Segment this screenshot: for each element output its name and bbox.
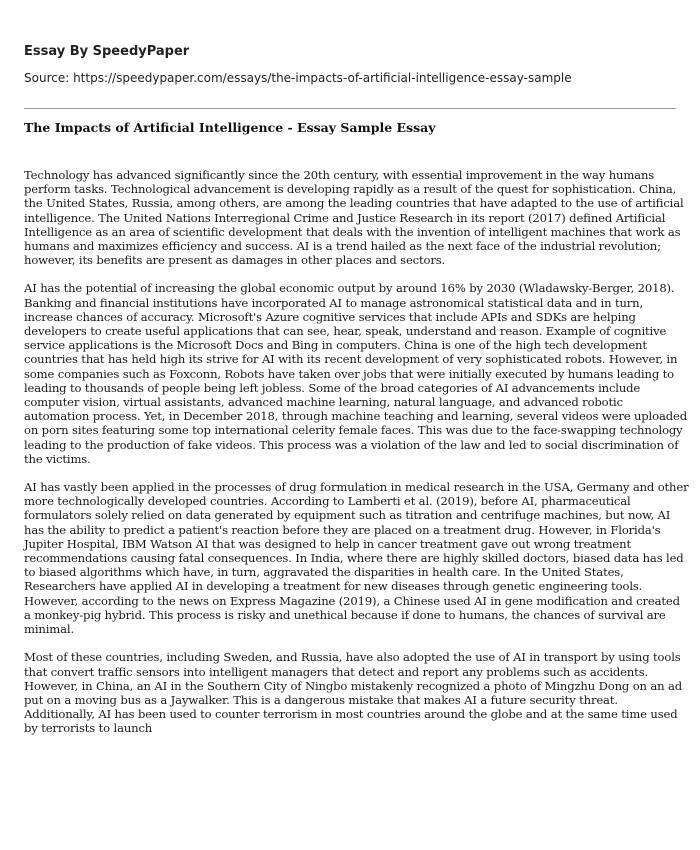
document-header-title: Essay By SpeedyPaper — [24, 44, 190, 59]
header-divider — [24, 108, 676, 109]
paragraph: Technology has advanced significantly since the 20th century, with essential improvement in the way humans perform tasks. Technological advancement is developing rapidly as a result of the quest for sophistication. China, the United States, Russia, among others, are among the leading countries that have adapted to the use of artificial intelligence. The United Nations Interregional Crime and Justice Research in its report (2017) defined Artificial Intelligence as an area of scientific development that deals with the invention of intelligent machines that work as humans and maximizes efficiency and success. AI is a trend hailed as the next face of the industrial revolution; however, its benefits are present as damages in other places and sectors. — [24, 168, 684, 268]
source-line: Source: https://speedypaper.com/essays/the-impacts-of-artificial-intelligence-essay-sample — [24, 71, 572, 85]
paragraph: AI has the potential of increasing the global economic output by around 16% by 2030 (Wladawsky-Berger, 2018). Banking and financial institutions have incorporated AI to manage astronomical statistical data and in turn, increase chances of accuracy. Microsoft's Azure cognitive services that include APIs and SDKs are helping developers to create useful applications that can see, hear, speak, understand and reason. Example of cognitive service applications is the Microsoft Docs and Bing in computers. China is one of the high tech development countries that has held high its strive for AI with its recent development of very sophisticated robots. However, in some companies such as Foxconn, Robots have taken over jobs that were initially executed by humans leading to leading to thousands of people being left jobless. Some of the broad categories of AI advancements include computer vision, virtual assistants, advanced machine learning, natural language, and advanced robotic automation process. Yet, in December 2018, through machine teaching and learning, several videos were uploaded on porn sites featuring some top international celerity female faces. This was due to the face-swapping technology leading to the production of fake videos. This process was a violation of the law and led to social discrimination of the victims. — [24, 281, 687, 466]
essay-body — [24, 168, 689, 750]
paragraph: Most of these countries, including Sweden, and Russia, have also adopted the use of AI in transport by using tools that convert traffic sensors into intelligent managers that detect and report any problems such as accidents. However, in China, an AI in the Southern City of Ningbo mistakenly recognized a photo of Mingzhu Dong on an ad put on a moving bus as a Jaywalker. This is a dangerous mistake that makes AI a future security threat. Additionally, AI has been used to counter terrorism in most countries around the globe and at the same time used by terrorists to launch — [24, 650, 683, 736]
paragraph: AI has vastly been applied in the processes of drug formulation in medical research in the USA, Germany and other more technologically developed countries. According to Lamberti et al. (2019), before AI, pharmaceutical formulators solely relied on data generated by equipment such as titration and centrifuge machines, but now, AI has the ability to predict a patient's reaction before they are placed on a treatment drug. However, in Florida's Jupiter Hospital, IBM Watson AI that was designed to help in cancer treatment gave out wrong treatment recommendations causing fatal consequences. In India, where there are highly skilled doctors, biased data has led to biased algorithms which have, in turn, aggravated the disparities in health care. In the United States, Researchers have applied AI in developing a treatment for new diseases through genetic engineering tools. However, according to the news on Express Magazine (2019), a Chinese used AI in gene modification and created a monkey-pig hybrid. This process is risky and unethical because if done to humans, the chances of survival are minimal. — [24, 480, 689, 637]
essay-title: The Impacts of Artificial Intelligence - Essay Sample Essay — [24, 120, 436, 135]
